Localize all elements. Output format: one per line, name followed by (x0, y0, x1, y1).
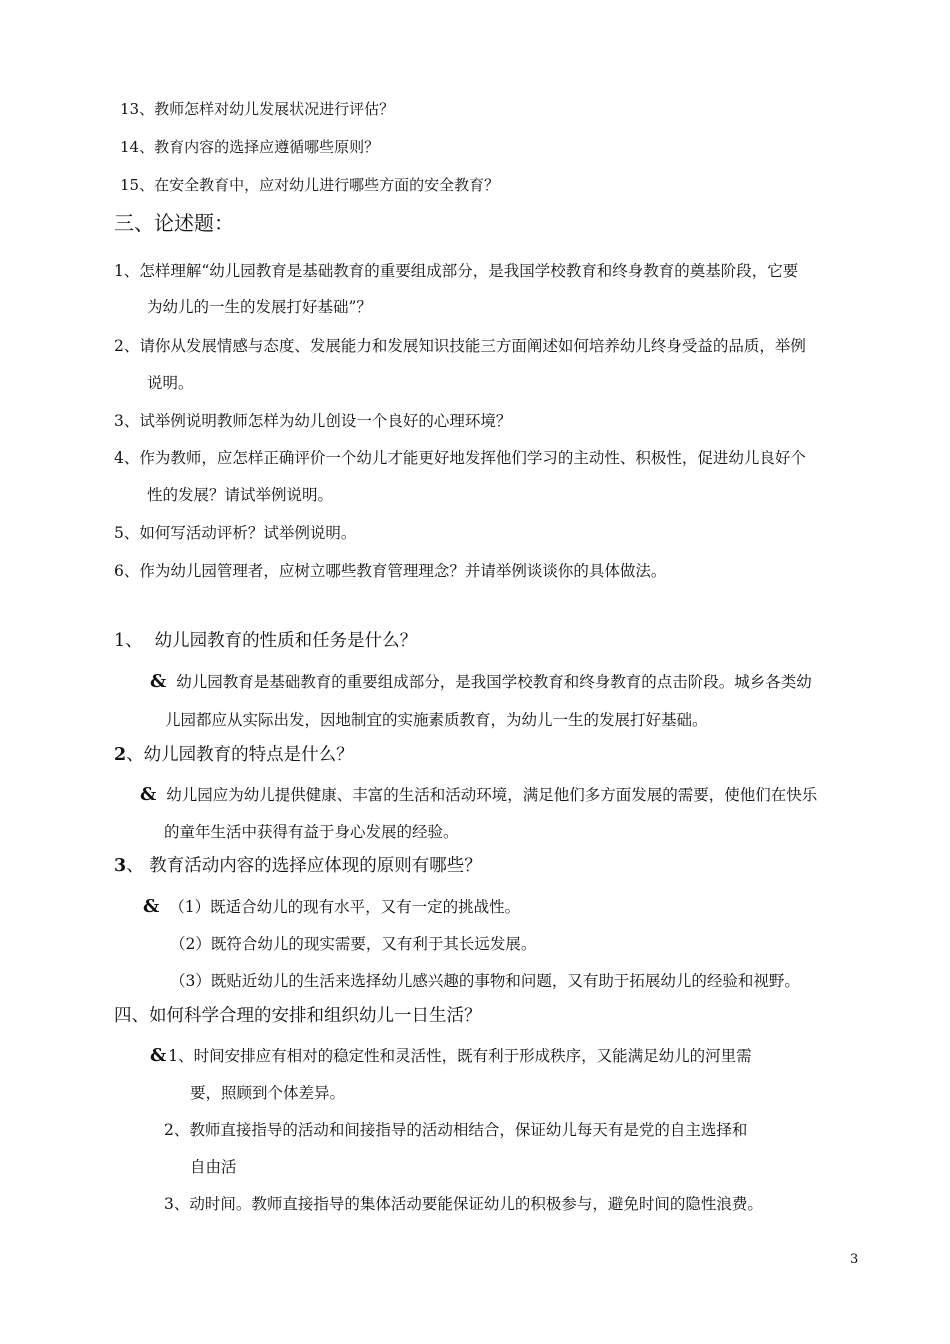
answer-3-item-3: （3）既贴近幼儿的生活来选择幼儿感兴趣的事物和问题，又有助于拓展幼儿的经验和视野。 (170, 972, 800, 990)
essay-question-6: 6、作为幼儿园管理者，应树立哪些教育管理理念？并请举例谈谈你的具体做法。 (114, 562, 667, 580)
answer-4-item-3: 3、动时间。教师直接指导的集体活动要能保证幼儿的积极参与，避免时间的隐性浪费。 (164, 1195, 763, 1213)
answer-1-line2: 儿园都应从实际出发，因地制宜的实施素质教育，为幼儿一生的发展打好基础。 (165, 711, 708, 729)
page-number: 3 (850, 1252, 859, 1267)
essay-question-5: 5、如何写活动评析？试举例说明。 (114, 524, 357, 542)
answer-4-item-2-line2: 自由活 (190, 1158, 237, 1176)
answer-2-line2: 的童年生活中获得有益于身心发展的经验。 (164, 823, 459, 841)
answer-4-item-1-line2: 要，照顾到个体差异。 (190, 1084, 346, 1102)
answer-3-item-1: & （1）既适合幼儿的现有水平，又有一定的挑战性。 (143, 896, 521, 917)
answer-2-title: 、幼儿园教育的特点是什么？ (126, 745, 354, 765)
short-question-13: 13、教师怎样对幼儿发展状况进行评估？ (120, 100, 395, 118)
ampersand-bullet: & (150, 1045, 167, 1066)
short-question-15: 15、在安全教育中，应对幼儿进行哪些方面的安全教育？ (120, 176, 500, 194)
answer-4-question: 四、如何科学合理的安排和组织幼儿一日生活？ (114, 1006, 482, 1026)
answer-3-number: 3 (114, 856, 127, 876)
answer-1-title: 幼儿园教育的性质和任务是什么？ (154, 631, 418, 651)
essay-question-4-line2: 性的发展？请试举例说明。 (147, 486, 334, 504)
answer-2-question (114, 743, 354, 767)
short-question-14: 14、教育内容的选择应遵循哪些原则？ (120, 138, 380, 156)
answer-1-question (114, 629, 417, 653)
ampersand-bullet: & (143, 896, 160, 917)
answer-2-number: 2 (114, 745, 127, 765)
essay-question-1-line2: 为幼儿的一生的发展打好基础”？ (147, 298, 372, 316)
essay-question-1-line1: 1、怎样理解“幼儿园教育是基础教育的重要组成部分，是我国学校教育和终身教育的奠基阶段，它要 (114, 262, 799, 280)
answer-1-number: 1、 (114, 631, 143, 651)
essay-question-3: 3、试举例说明教师怎样为幼儿创设一个良好的心理环境？ (114, 412, 512, 430)
section-heading-essay: 三、论述题： (114, 211, 234, 235)
ampersand-bullet: & (140, 784, 157, 805)
answer-1-line1: & 幼儿园教育是基础教育的重要组成部分，是我国学校教育和终身教育的点击阶段。城乡各类幼 (150, 671, 812, 692)
essay-question-2-line1: 2、请你从发展情感与态度、发展能力和发展知识技能三方面阐述如何培养幼儿终身受益的品质，举例 (114, 337, 806, 355)
answer-4-item-2-line1: 2、教师直接指导的活动和间接指导的活动相结合，保证幼儿每天有是党的自主选择和 (164, 1121, 748, 1139)
answer-4-item-1-line1: & 1、时间安排应有相对的稳定性和灵活性，既有利于形成秩序，又能满足幼儿的河里需 (150, 1045, 752, 1066)
answer-3-question (114, 854, 482, 878)
essay-question-4-line1: 4、作为教师，应怎样正确评价一个幼儿才能更好地发挥他们学习的主动性、积极性，促进幼儿良好个 (114, 449, 806, 467)
answer-2-line1: & 幼儿园应为幼儿提供健康、丰富的生活和活动环境，满足他们多方面发展的需要，使他们在快乐 (140, 784, 818, 805)
answer-3-title: 、 教育活动内容的选择应体现的原则有哪些？ (126, 856, 482, 876)
answer-3-item-2: （2）既符合幼儿的现实需要，又有利于其长远发展。 (170, 935, 537, 953)
ampersand-bullet: & (150, 671, 167, 692)
essay-question-2-line2: 说明。 (147, 374, 194, 392)
